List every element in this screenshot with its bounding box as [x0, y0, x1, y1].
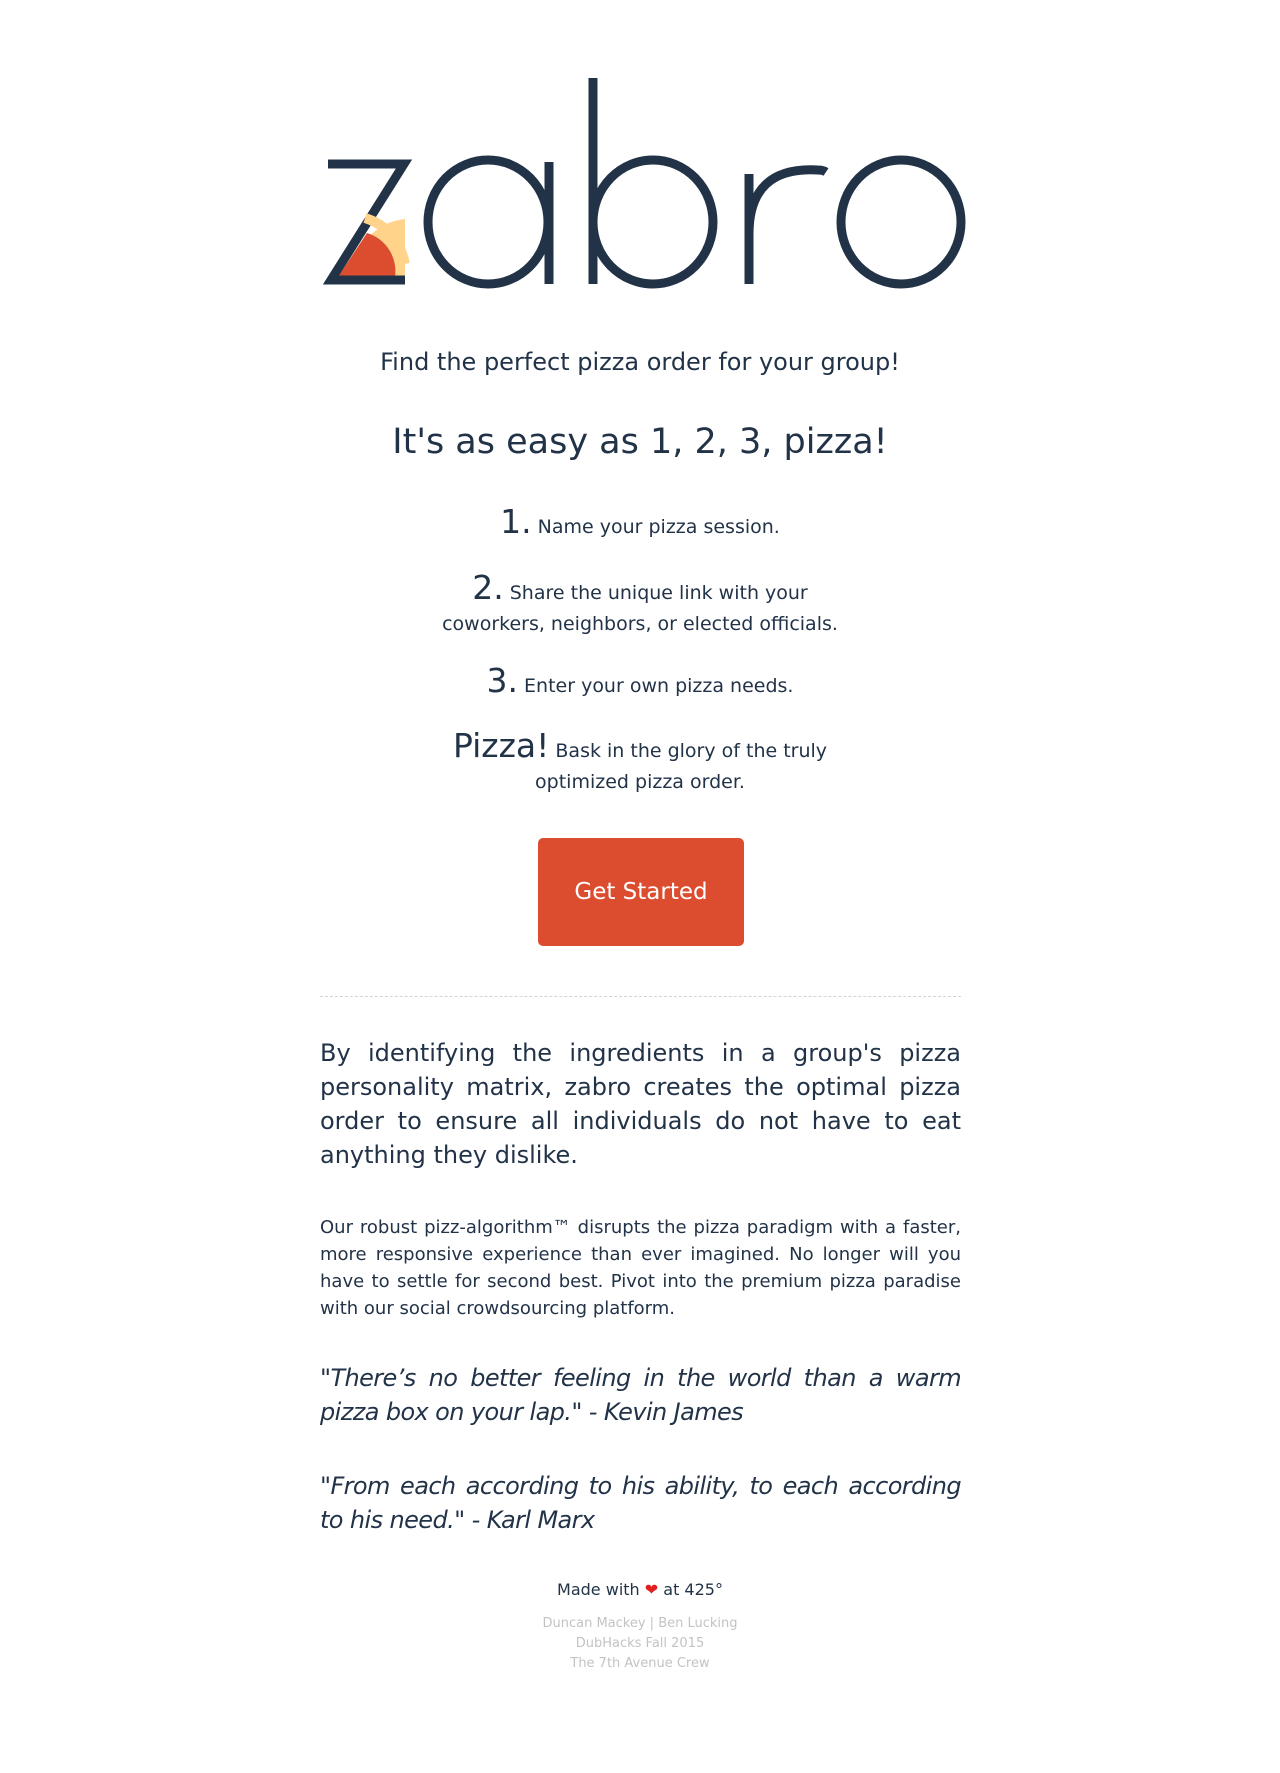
section-divider — [320, 996, 961, 997]
made-with-line — [0, 1578, 1280, 1602]
step-3-number: 3. — [486, 661, 519, 700]
heart-icon: ❤ — [644, 1580, 659, 1599]
quote-kevin-james: "There’s no better feeling in the world than a warm pizza box on your lap." - Kevin James — [320, 1364, 961, 1426]
logo-letter-b — [593, 78, 713, 284]
step-3 — [420, 661, 860, 702]
step-1 — [420, 502, 860, 543]
zabro-logo — [323, 78, 967, 292]
credits — [0, 1614, 1280, 1674]
logo-letter-r — [749, 170, 826, 284]
description-paragraph: Our robust pizz-algorithm™ disrupts the pizza paradigm with a faster, more responsive experience than ever imagined. No longer will you have to settle for second best. Pivot into the premium pizza paradise with our social crowdsourcing platform. — [320, 1217, 961, 1319]
credits-authors: Duncan Mackey | Ben Lucking — [542, 1616, 738, 1631]
step-2-number: 2. — [472, 568, 504, 607]
made-with-suffix: at 425° — [663, 1580, 723, 1599]
step-pizza-marker: Pizza! — [452, 726, 550, 765]
logo-letter-o — [841, 160, 961, 284]
intro-paragraph: By identifying the ingredients in a group's pizza personality matrix, zabro creates the optimal pizza order to ensure all individuals do not have to eat anything they dislike. — [320, 1039, 961, 1169]
tagline: Find the perfect pizza order for your group! — [380, 348, 900, 376]
credits-event: DubHacks Fall 2015 — [575, 1636, 705, 1651]
get-started-button[interactable]: Get Started — [538, 838, 744, 946]
logo-letter-a — [428, 160, 549, 284]
zabro-logo-graphic — [323, 78, 967, 292]
step-pizza-text: Bask in the glory of the truly optimized pizza order. — [535, 740, 828, 793]
quote-karl-marx: "From each according to his ability, to each according to his need." - Karl Marx — [320, 1472, 961, 1534]
step-1-number: 1. — [500, 502, 532, 541]
step-pizza — [420, 726, 860, 798]
step-2-text: Share the unique link with your coworkers, neighbors, or elected officials. — [442, 582, 838, 635]
steps-headline: It's as easy as 1, 2, 3, pizza! — [392, 422, 888, 462]
made-with-prefix: Made with — [557, 1580, 640, 1599]
step-2 — [420, 568, 860, 640]
step-3-text: Enter your own pizza needs. — [524, 675, 794, 697]
step-1-text: Name your pizza session. — [537, 516, 780, 538]
credits-team: The 7th Avenue Crew — [570, 1656, 710, 1671]
